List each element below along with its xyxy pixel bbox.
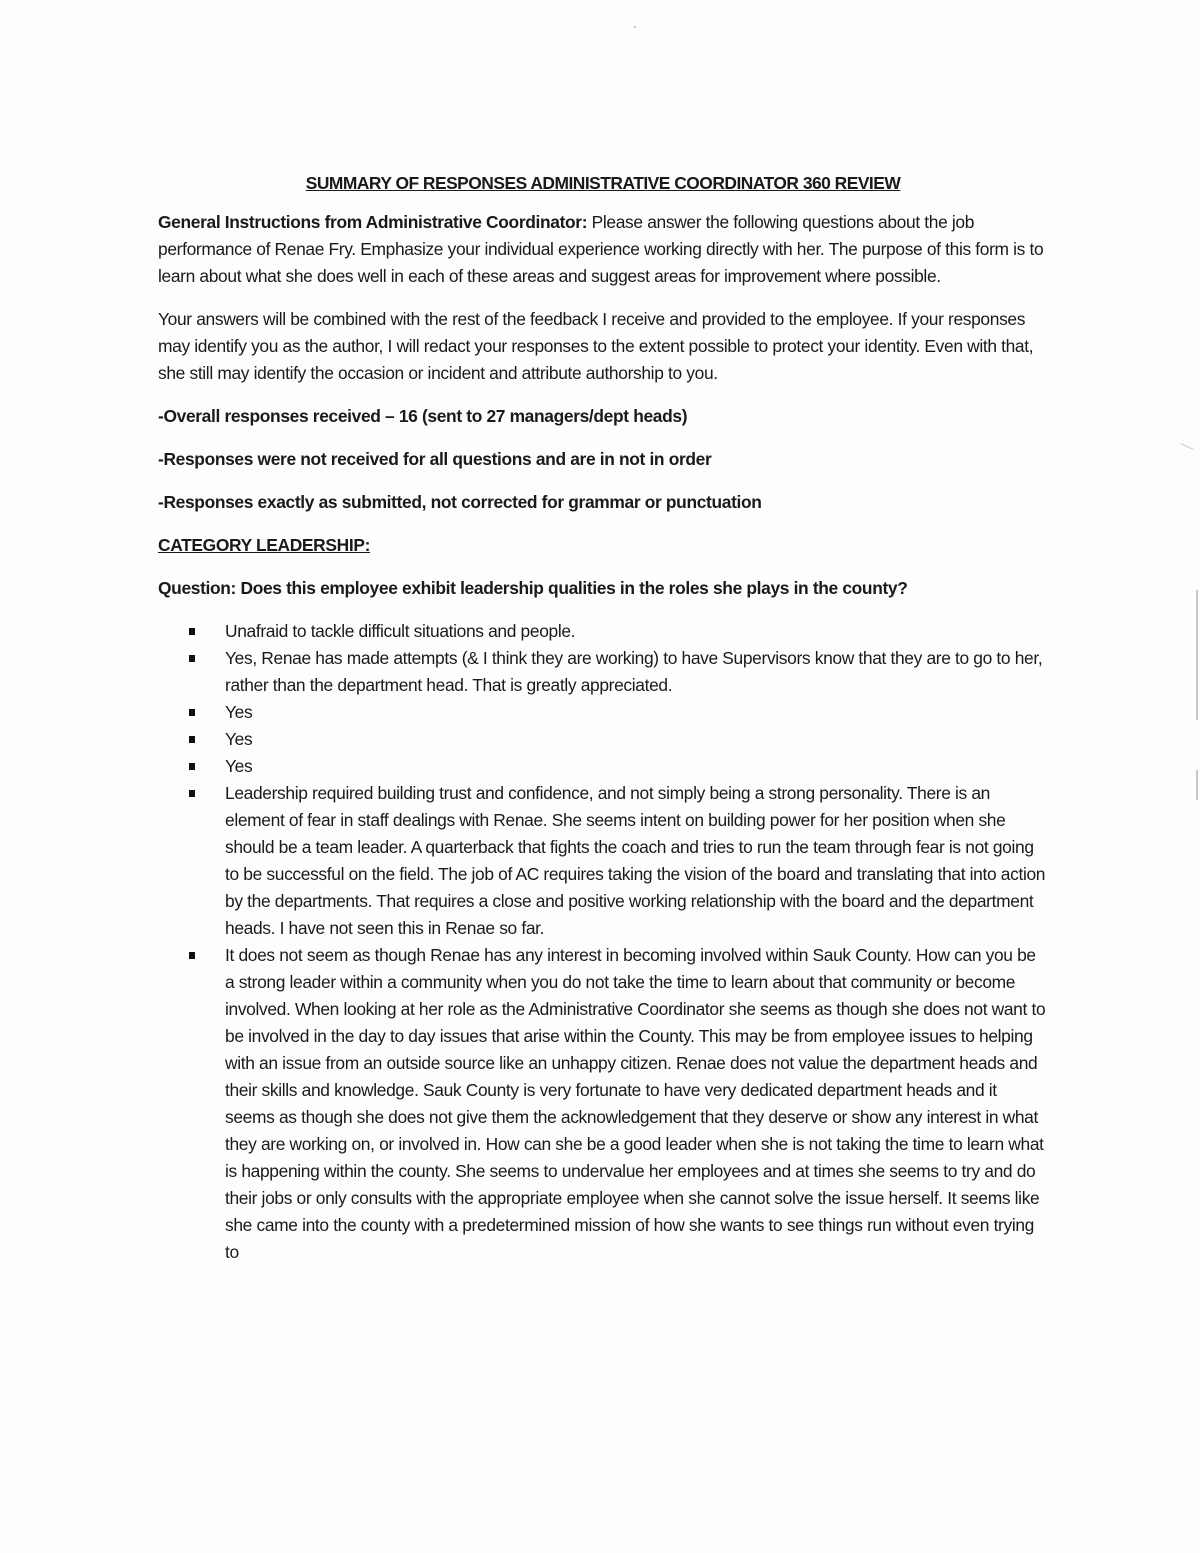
scan-artifact [1196,590,1198,720]
square-bullet-icon [189,709,195,716]
response-text: It does not seem as though Renae has any interest in becoming involved within Sauk County. How can you be a strong leader within a community when you do not take the time to learn about that community or become involved. When looking at her role as the Administrative Coordinator she seems as though she does not want to be involved in the day to day issues that arise within the County. This may be from employee issues to helping with an issue from an outside source like an unhappy citizen. Renae does not value the department heads and their skills and knowledge. Sauk County is very fortunate to have very dedicated department heads and it seems as though she does not give them the acknowledgement that they deserve or show any interest in what they are working on, or involved in. How can she be a good leader when she is not taking the time to learn what is happening within the county. She seems to undervalue her employees and at times she seems to try and do their jobs or only consults with the appropriate employee when she cannot solve the issue herself. It seems like she came into the county with a predetermined mission of how she wants to see things run without even trying to [225,945,1046,1262]
square-bullet-icon [189,655,195,662]
question-text: Question: Does this employee exhibit leadership qualities in the roles she plays in the county? [158,578,908,598]
square-bullet-icon [189,736,195,743]
square-bullet-icon [189,952,195,959]
response-text: Leadership required building trust and confidence, and not simply being a strong personality. There is an element of fear in staff dealings with Renae. She seems intent on building power for her position when she should be a team leader. A quarterback that fights the coach and tries to run the team through fear is not going to be successful on the field. The job of AC requires taking the vision of the board and translating that into action by the departments. That requires a close and positive working relationship with the board and the department heads. I have not seen this in Renae so far. [225,783,1046,938]
scan-artifact [1196,770,1198,800]
list-item [225,645,1048,699]
instructions-text: Please answer the following questions about the job performance of Renae Fry. Emphasize your individual experience working directly with her. The purpose of this form is to learn about what she does well in each of these areas and suggest areas for improvement where possible. [158,212,1044,286]
list-item [225,753,1048,780]
category-heading: CATEGORY LEADERSHIP: [158,535,371,555]
response-text: Yes [225,702,253,722]
response-text: Yes [225,756,253,776]
instructions-paragraph [158,209,1048,290]
confidentiality-paragraph: Your answers will be combined with the rest of the feedback I receive and provided to the employee. If your responses may identify you as the author, I will redact your responses to the extent possible to protect your identity. Even with that, she still may identify the occasion or incident and attribute authorship to you. [158,309,1034,383]
note-responses-order: -Responses were not received for all questions and are in not in order [158,449,712,469]
list-item [225,618,1048,645]
scan-artifact [634,26,636,28]
list-item [225,780,1048,942]
response-text: Yes, Renae has made attempts (& I think they are working) to have Supervisors know that they are to go to her, rather than the department head. That is greatly appreciated. [225,648,1043,695]
list-item [225,699,1048,726]
scan-artifact [1180,443,1193,450]
response-list [158,618,1048,1266]
square-bullet-icon [189,763,195,770]
response-text: Yes [225,729,253,749]
instructions-label: General Instructions from Administrative Coordinator: [158,212,588,232]
note-responses-received: -Overall responses received – 16 (sent to 27 managers/dept heads) [158,406,688,426]
square-bullet-icon [189,628,195,635]
list-item [225,942,1048,1266]
document-title: SUMMARY OF RESPONSES ADMINISTRATIVE COORDINATOR 360 REVIEW [305,173,901,193]
note-responses-as-submitted: -Responses exactly as submitted, not corrected for grammar or punctuation [158,492,762,512]
response-text: Unafraid to tackle difficult situations and people. [225,621,576,641]
document-body [158,170,1048,1266]
square-bullet-icon [189,790,195,797]
list-item [225,726,1048,753]
